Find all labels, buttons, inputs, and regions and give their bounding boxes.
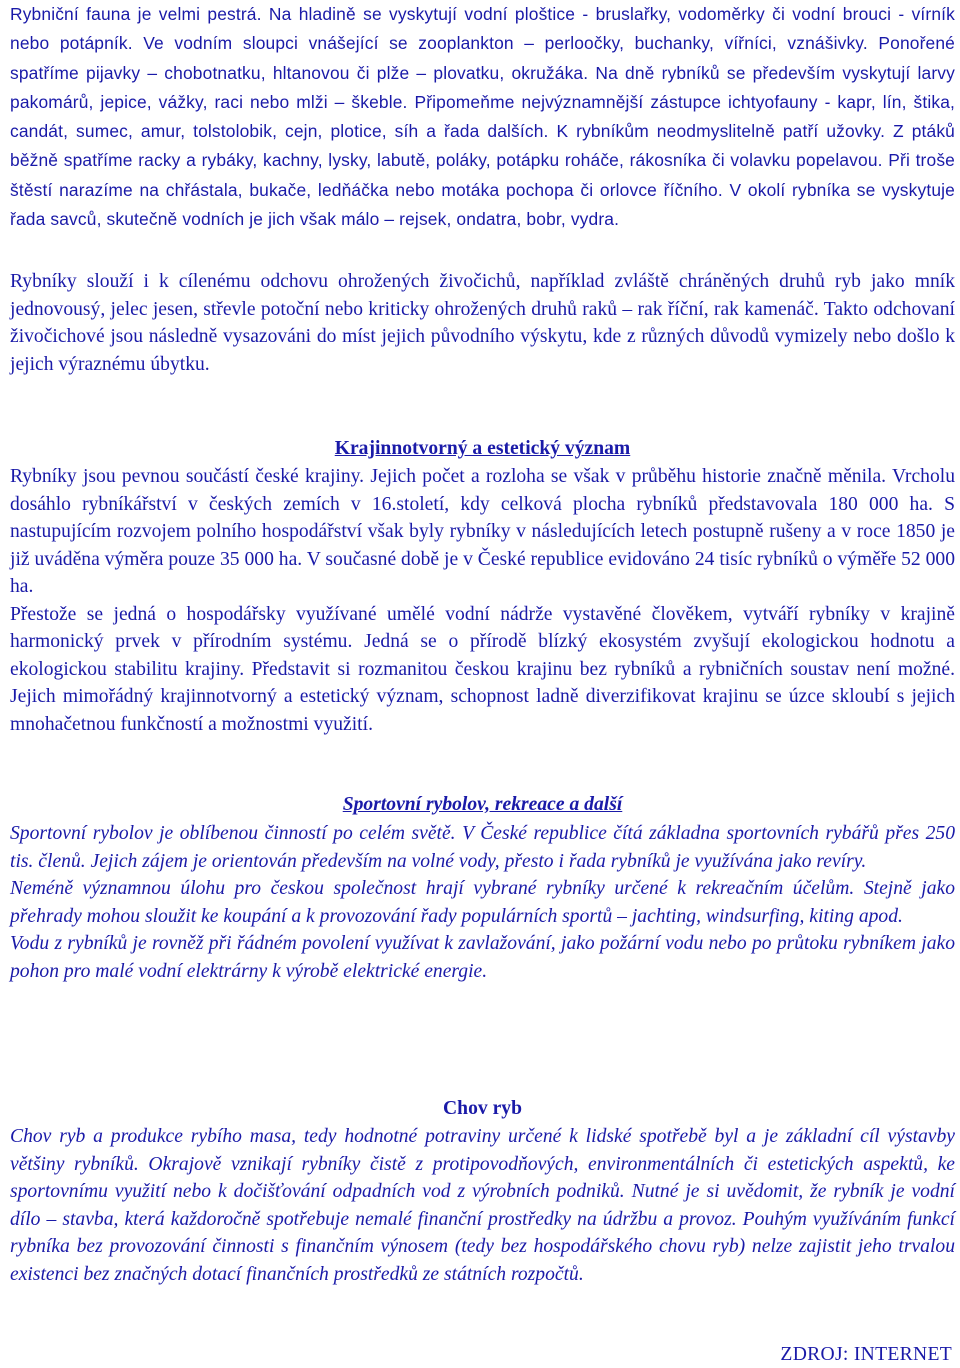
- fauna-paragraph: Rybniční fauna je velmi pestrá. Na hladině se vyskytují vodní ploštice - bruslařky, vodoměrky či vodní brouci - vírník nebo potápník. Ve vodním sloupci vnášející se zooplankton – perloočky, buchanky, vířníci, vznášivky. Ponořené spatříme pijavky – chobotnatku, hltanovou či plže – plovatku, okružáka. Na dně rybníků se především vyskytují larvy pakomárů, jepice, vážky, raci nebo mlži – škeble. Připomeňme nejvýznamnější zástupce ichtyofauny - kapr, lín, štika, candát, sumec, amur, tolstolobik, cejn, plotice, síh a řada dalších. K rybníkům neodmyslitelně patří užovky. Z ptáků běžně spatříme racky a rybáky, kachny, lysky, labutě, poláky, potápku roháče, rákosníka či volavku popelavou. Při troše štěstí narazíme na chřástala, bukače, ledňáčka nebo motáka pochopa či orlovce říčního. V okolí rybníka se vyskytuje řada savců, skutečně vodních je jich však málo – rejsek, ondatra, bobr, vydra.: [10, 4, 955, 230]
- landscape-paragraph-1: Rybníky jsou pevnou součástí české krajiny. Jejich počet a rozloha se však v průběhu historie značně měnila. Vrcholu dosáhlo rybníkářství v českých zemích v 16.století, kdy celková plocha rybníků představovala 180 000 ha. S nastupujícím rozvojem polního hospodářství však byly rybníky v následujících letech postupně rušeny a v roce 1850 je již uváděna výměra pouze 35 000 ha. V současné době je v České republice evidováno 24 tisíc rybníků o výměře 52 000 ha.: [10, 466, 955, 597]
- source-note: ZDROJ: INTERNET: [780, 1344, 952, 1365]
- sport-paragraph-2: Neméně významnou úlohu pro českou společnost hrají vybrané rybníky určené k rekreačním účelům. Stejně jako přehrady mohou sloužit ke koupání a k provozování řady populárních sportů – jachting, windsurfing, kiting apod.: [10, 878, 955, 927]
- breeding-section: [10, 268, 955, 378]
- sport-paragraph-3: Vodu z rybníků je rovněž při řádném povolení využívat k zavlažování, jako požární vodu nebo po průtoku rybníkem jako pohon pro malé vodní elektrárny k výrobě elektrické energie.: [10, 933, 955, 982]
- fish-section: [10, 1123, 955, 1288]
- sport-heading: Sportovní rybolov, rekreace a další: [342, 794, 623, 815]
- fauna-section: [10, 0, 955, 234]
- landscape-section: [10, 463, 955, 738]
- fish-heading: Chov ryb: [443, 1098, 522, 1119]
- breeding-paragraph: Rybníky slouží i k cílenému odchovu ohrožených živočichů, například zvláště chráněných druhů ryb jako mník jednovousý, jelec jesen, střevle potoční nebo kriticky ohrožených druhů raků – rak říční, rak kamenáč. Takto odchovaní živočichové jsou následně vysazováni do míst jejich původního výskytu, kde z různých důvodů vymizely nebo došlo k jejich výraznému úbytku.: [10, 271, 955, 375]
- sport-paragraph-1: Sportovní rybolov je oblíbenou činností po celém světě. V České republice čítá základna sportovních rybářů přes 250 tis. členů. Jejich zájem je orientován především na volné vody, přesto i řada rybníků je využívána jako revíry.: [10, 823, 955, 872]
- landscape-paragraph-2: Přestože se jedná o hospodářsky využívané umělé vodní nádrže vystavěné člověkem, vytváří rybníky v krajině harmonický prvek v přírodním systému. Jedná se o přírodě blízký ekosystém zvyšují ekologickou hodnotu a ekologickou stabilitu krajiny. Představit si rozmanitou českou krajinu bez rybníků a rybničních soustav není možné. Jejich mimořádný krajinnotvorný a estetický význam, schopnost ladně diverzifikovat krajinu se úzce skloubí s jejich mnohačetnou funkčností a možnostmi využití.: [10, 603, 955, 735]
- sport-section: [10, 820, 955, 985]
- fish-paragraph: Chov ryb a produkce rybího masa, tedy hodnotné potraviny určené k lidské spotřebě byl a je základní cíl výstavby většiny rybníků. Okrajově vznikají rybníky čistě z protipovodňových, environmentálních či estetických aspektů, ke sportovnímu využití nebo k dočišťování odpadních vod z výrobních podniků. Nutné je si uvědomit, že rybník je vodní dílo – stavba, která každoročně spotřebuje nemalé finanční prostředky na údržbu a provoz. Pouhým využíváním funkcí rybníka bez provozování činnosti s finančním výnosem (tedy bez hospodářského chovu ryb) nelze zajistit jeho trvalou existenci bez značných dotací finančních prostředků ze státních rozpočtů.: [10, 1126, 955, 1285]
- landscape-heading: Krajinnotvorný a estetický význam: [334, 438, 631, 459]
